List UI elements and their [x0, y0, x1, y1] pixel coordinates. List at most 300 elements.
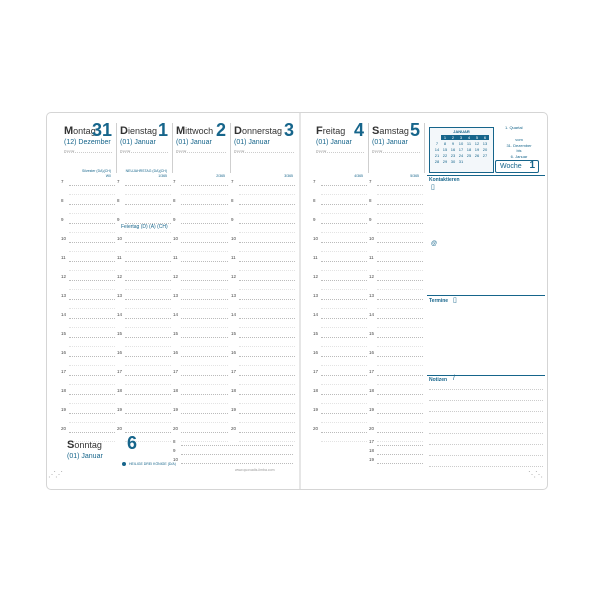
hour-row[interactable] — [61, 255, 117, 264]
hour-row[interactable] — [231, 350, 297, 359]
hour-row[interactable] — [173, 457, 295, 466]
mini-calendar-day[interactable]: 28 — [434, 159, 440, 164]
hour-row[interactable] — [117, 312, 173, 321]
hour-line — [125, 185, 171, 186]
hour-line — [125, 299, 171, 300]
hour-row[interactable] — [313, 293, 369, 302]
hour-line — [377, 375, 423, 376]
priority-label: Prioritär — [120, 149, 131, 153]
mini-calendar-day[interactable]: 24 — [458, 153, 464, 158]
hour-row[interactable] — [61, 426, 117, 435]
hour-line — [181, 261, 228, 262]
note-line — [429, 422, 543, 423]
hour-label: 14 — [369, 312, 375, 317]
hour-label: 11 — [313, 255, 318, 260]
hour-label: 20 — [173, 426, 179, 431]
hour-label: 10 — [231, 236, 237, 241]
day-number: 31 — [91, 120, 112, 140]
appointments-heading: Termine — [429, 298, 449, 304]
hour-row[interactable] — [61, 198, 117, 207]
hour-label: 18 — [369, 388, 375, 393]
hour-row[interactable] — [61, 179, 117, 188]
hour-label: 15 — [313, 331, 319, 336]
hour-label: 18 — [231, 388, 237, 393]
hour-line — [377, 337, 423, 338]
hour-label: 16 — [313, 350, 319, 355]
day-count: 1/365 — [158, 174, 167, 178]
half-hour-line — [69, 327, 115, 328]
mini-calendar-day[interactable]: 2 — [449, 135, 457, 140]
hour-row[interactable] — [173, 350, 230, 359]
hour-row[interactable] — [369, 448, 425, 457]
hour-label: 18 — [117, 388, 123, 393]
hour-line — [69, 432, 115, 433]
day-name: Montag — [64, 125, 96, 137]
mini-calendar-day[interactable]: 18 — [466, 147, 472, 152]
hour-line — [181, 185, 228, 186]
note-line — [429, 411, 543, 412]
half-hour-line — [377, 403, 423, 404]
hour-row[interactable] — [117, 407, 173, 416]
mini-calendar-day[interactable]: 6 — [481, 135, 489, 140]
hour-row[interactable] — [231, 217, 297, 226]
mini-calendar-day[interactable]: 8 — [443, 141, 447, 146]
day-friday[interactable] — [313, 119, 367, 183]
day-count: 2/365 — [216, 174, 225, 178]
hour-row[interactable] — [173, 198, 230, 207]
hour-row[interactable] — [231, 388, 297, 397]
mini-calendar-day[interactable]: 11 — [466, 141, 472, 146]
mini-calendar-day[interactable]: 3 — [457, 135, 465, 140]
mini-calendar-day[interactable]: 25 — [466, 153, 472, 158]
planner-spread — [46, 112, 548, 490]
hour-label: 15 — [173, 331, 179, 336]
hour-row[interactable] — [313, 255, 369, 264]
half-hour-line — [321, 346, 367, 347]
mini-calendar-day — [433, 165, 441, 170]
half-hour-line — [321, 365, 367, 366]
hour-row[interactable] — [231, 369, 297, 378]
day-number: 5 — [409, 120, 420, 140]
hour-row[interactable] — [231, 407, 297, 416]
half-hour-line — [321, 213, 367, 214]
hour-row[interactable] — [173, 293, 230, 302]
mini-calendar-day[interactable]: 10 — [458, 141, 464, 146]
half-hour-line — [377, 327, 423, 328]
hour-row[interactable] — [313, 350, 369, 359]
hour-row[interactable] — [369, 274, 425, 283]
hour-label: 12 — [369, 274, 375, 279]
hour-label: 18 — [313, 388, 319, 393]
mini-calendar-day[interactable]: 31 — [458, 159, 464, 164]
hour-row[interactable] — [117, 388, 173, 397]
half-hour-line — [69, 384, 115, 385]
hour-line — [181, 280, 228, 281]
mini-calendar-day[interactable]: 16 — [450, 147, 456, 152]
half-hour-line — [125, 384, 171, 385]
hour-row[interactable] — [173, 255, 230, 264]
hour-line — [181, 375, 228, 376]
half-hour-line — [69, 346, 115, 347]
half-hour-line — [69, 232, 115, 233]
note-line — [372, 152, 420, 153]
divider — [424, 123, 425, 173]
half-hour-line — [181, 194, 228, 195]
hour-row[interactable] — [61, 407, 117, 416]
hour-line — [321, 337, 367, 338]
hour-row[interactable] — [61, 312, 117, 321]
hour-label: 8 — [313, 198, 316, 203]
hour-row[interactable] — [173, 179, 230, 188]
hour-row[interactable] — [369, 369, 425, 378]
hour-row[interactable] — [61, 274, 117, 283]
hour-row[interactable] — [313, 236, 369, 245]
range-from-label: vom — [515, 137, 523, 142]
hour-row[interactable] — [61, 236, 117, 245]
mini-calendar-day[interactable]: 12 — [474, 141, 480, 146]
day-subtitle: (01) Januar — [120, 139, 156, 146]
hour-row[interactable] — [117, 255, 173, 264]
day-number: 4 — [353, 120, 364, 140]
hour-label: 16 — [61, 350, 67, 355]
hour-row[interactable] — [369, 236, 425, 245]
hour-label: 9 — [173, 448, 176, 453]
hour-label: 14 — [61, 312, 67, 317]
hour-line — [181, 356, 228, 357]
half-hour-line — [321, 251, 367, 252]
hour-label: 11 — [369, 255, 374, 260]
half-hour-line — [239, 270, 295, 271]
holiday-note: HEILIGE DREI KÖNIGE (D/A) — [122, 462, 176, 466]
hour-line — [377, 261, 423, 262]
hour-line — [69, 261, 115, 262]
half-hour-line — [125, 403, 171, 404]
hour-row[interactable] — [313, 388, 369, 397]
half-hour-line — [181, 308, 228, 309]
hour-label: 13 — [173, 293, 179, 298]
hour-row[interactable] — [117, 331, 173, 340]
divider — [427, 375, 545, 376]
half-hour-line — [181, 403, 228, 404]
hour-row[interactable] — [117, 236, 173, 245]
day-number: 2 — [215, 120, 226, 140]
mini-calendar-day[interactable]: 9 — [451, 141, 455, 146]
hour-row[interactable] — [117, 293, 173, 302]
hour-row[interactable] — [369, 255, 425, 264]
half-hour-line — [69, 289, 115, 290]
mini-calendar-day[interactable]: 26 — [474, 153, 480, 158]
hour-row[interactable] — [231, 236, 297, 245]
hour-line — [321, 280, 367, 281]
mini-calendar-day[interactable]: 23 — [450, 153, 456, 158]
notes-area[interactable] — [429, 389, 543, 479]
note-line — [429, 466, 543, 467]
hour-line — [181, 204, 228, 205]
note-line — [120, 152, 168, 153]
hour-label: 7 — [313, 179, 316, 184]
day-name: Freitag — [316, 125, 346, 137]
day-subtitle: (01) Januar — [67, 453, 103, 460]
day-thursday[interactable] — [231, 119, 297, 183]
priority-label: Prioritär — [372, 149, 383, 153]
half-hour-line — [321, 308, 367, 309]
note-line — [234, 152, 294, 153]
hour-label: 19 — [369, 407, 375, 412]
hour-row[interactable] — [313, 312, 369, 321]
holiday-note: Silvester (DA)(CH) — [82, 169, 111, 173]
mini-calendar-day[interactable]: 19 — [474, 147, 480, 152]
day-monday[interactable] — [61, 119, 115, 183]
mini-calendar-day — [465, 159, 473, 164]
hour-row[interactable] — [117, 369, 173, 378]
hour-line — [321, 356, 367, 357]
hour-label: 8 — [231, 198, 234, 203]
half-hour-line — [377, 384, 423, 385]
hours-tuesday — [117, 179, 173, 451]
hour-line — [377, 454, 423, 455]
hour-row[interactable] — [173, 369, 230, 378]
hour-row[interactable] — [369, 457, 425, 466]
half-hour-line — [321, 289, 367, 290]
mini-calendar-day[interactable]: 5 — [473, 135, 481, 140]
hour-row[interactable] — [369, 407, 425, 416]
hour-row[interactable] — [117, 179, 173, 188]
mini-calendar-day[interactable]: 21 — [434, 153, 440, 158]
hour-label: 19 — [173, 407, 179, 412]
day-subtitle: (01) Januar — [316, 139, 352, 146]
hour-label: 11 — [231, 255, 236, 260]
corner-stitch: ⋰⋰ — [48, 470, 62, 479]
right-page — [301, 113, 547, 489]
hour-row[interactable] — [369, 350, 425, 359]
mini-calendar-day[interactable]: 22 — [442, 153, 448, 158]
hour-label: 16 — [117, 350, 123, 355]
half-hour-line — [181, 232, 228, 233]
hour-row[interactable] — [61, 217, 117, 226]
hour-label: 7 — [61, 179, 64, 184]
mini-calendar-day[interactable]: 15 — [442, 147, 448, 152]
hour-line — [377, 432, 423, 433]
half-hour-line — [181, 213, 228, 214]
hour-line — [69, 185, 115, 186]
hour-label: 17 — [231, 369, 237, 374]
hour-row[interactable] — [313, 426, 369, 435]
hour-line — [69, 204, 115, 205]
hour-row[interactable] — [313, 198, 369, 207]
mini-calendar-title: JANUAR — [453, 129, 470, 134]
mini-calendar-day[interactable]: 4 — [465, 135, 473, 140]
mini-calendar-day[interactable]: 17 — [458, 147, 464, 152]
half-hour-line — [125, 213, 171, 214]
hour-label: 9 — [61, 217, 64, 222]
mini-calendar-day[interactable]: 20 — [482, 147, 488, 152]
half-hour-line — [125, 346, 171, 347]
mini-calendar-day[interactable]: 13 — [482, 141, 488, 146]
hour-row[interactable] — [61, 331, 117, 340]
hour-line — [377, 318, 423, 319]
half-hour-line — [321, 403, 367, 404]
day-saturday[interactable] — [369, 119, 423, 183]
hour-line — [377, 413, 423, 414]
hours-saturday — [369, 179, 425, 451]
hour-row[interactable] — [369, 198, 425, 207]
hour-row[interactable] — [313, 217, 369, 226]
note-line — [429, 389, 543, 390]
hour-line — [125, 375, 171, 376]
hour-label: 14 — [231, 312, 237, 317]
day-name: Dienstag — [120, 125, 157, 137]
hour-label: 12 — [117, 274, 123, 279]
hour-row[interactable] — [173, 448, 295, 457]
priority-label: Prioritär — [234, 149, 245, 153]
half-hour-line — [377, 251, 423, 252]
hour-label: 12 — [313, 274, 319, 279]
hour-label: 7 — [173, 179, 176, 184]
day-tuesday[interactable] — [117, 119, 171, 183]
hour-row[interactable] — [313, 179, 369, 188]
half-hour-line — [239, 289, 295, 290]
hour-row[interactable] — [173, 388, 230, 397]
hour-line — [181, 242, 228, 243]
note-line — [429, 400, 543, 401]
hour-row[interactable] — [61, 388, 117, 397]
hour-line — [181, 337, 228, 338]
hour-row[interactable] — [231, 312, 297, 321]
hour-line — [377, 242, 423, 243]
hour-row[interactable] — [369, 426, 425, 435]
hour-line — [181, 223, 228, 224]
left-page — [47, 113, 299, 489]
mini-calendar-day[interactable]: 29 — [442, 159, 448, 164]
hour-row[interactable] — [313, 369, 369, 378]
hour-row[interactable] — [61, 369, 117, 378]
hour-label: 8 — [173, 439, 176, 444]
hour-line — [125, 261, 171, 262]
mini-calendar[interactable] — [429, 127, 494, 173]
pen-icon: / — [453, 375, 455, 382]
hour-row[interactable] — [369, 439, 425, 448]
half-hour-line — [377, 270, 423, 271]
note-line — [429, 444, 543, 445]
hours-thursday — [231, 179, 297, 451]
hour-row[interactable] — [117, 350, 173, 359]
hour-row[interactable] — [117, 198, 173, 207]
day-number: 3 — [283, 120, 294, 140]
hour-line — [239, 356, 295, 357]
mini-calendar-day[interactable]: 1 — [441, 135, 449, 140]
hour-row[interactable] — [231, 274, 297, 283]
hour-row[interactable] — [231, 179, 297, 188]
hour-line — [181, 445, 293, 446]
day-number: 1 — [157, 120, 168, 140]
half-hour-line — [321, 270, 367, 271]
hour-label: 9 — [313, 217, 316, 222]
hour-row[interactable] — [231, 331, 297, 340]
mini-calendar-day[interactable]: 7 — [435, 141, 439, 146]
day-count: 4/365 — [354, 174, 363, 178]
hour-row[interactable] — [173, 274, 230, 283]
hour-row[interactable] — [61, 293, 117, 302]
hour-label: 20 — [369, 426, 375, 431]
hour-line — [69, 394, 115, 395]
hour-row[interactable] — [231, 198, 297, 207]
hour-label: 11 — [61, 255, 66, 260]
saturday-evening-hours — [369, 439, 425, 469]
hour-row[interactable] — [231, 426, 297, 435]
hour-row[interactable] — [117, 426, 173, 435]
hour-row[interactable] — [173, 439, 295, 448]
mini-calendar-day[interactable]: 27 — [482, 153, 488, 158]
note-line — [429, 433, 543, 434]
hour-row[interactable] — [173, 312, 230, 321]
half-hour-line — [377, 289, 423, 290]
hour-line — [125, 356, 171, 357]
half-hour-line — [239, 213, 295, 214]
half-hour-line — [125, 232, 171, 233]
hour-row[interactable] — [313, 407, 369, 416]
mini-calendar-day[interactable]: 14 — [434, 147, 440, 152]
hour-line — [125, 394, 171, 395]
hour-row[interactable] — [231, 255, 297, 264]
hour-label: 20 — [117, 426, 123, 431]
hour-row[interactable] — [369, 179, 425, 188]
day-subtitle: (12) Dezember — [64, 139, 111, 146]
hours-friday — [313, 179, 369, 451]
hour-row[interactable] — [173, 407, 230, 416]
hour-row[interactable] — [61, 350, 117, 359]
hour-row[interactable] — [313, 331, 369, 340]
hour-line — [181, 318, 228, 319]
hour-line — [181, 394, 228, 395]
hour-row[interactable] — [369, 312, 425, 321]
hour-line — [377, 463, 423, 464]
hour-row[interactable] — [173, 236, 230, 245]
hour-row[interactable] — [231, 293, 297, 302]
day-wednesday[interactable] — [173, 119, 229, 183]
half-hour-line — [69, 365, 115, 366]
half-hour-line — [69, 194, 115, 195]
hour-row[interactable] — [173, 217, 230, 226]
week-number: 1 — [529, 160, 535, 171]
hour-row[interactable] — [313, 274, 369, 283]
holiday-note: NEUJAHRSTAG (DA)(CH) — [125, 169, 167, 173]
hour-row[interactable] — [369, 331, 425, 340]
half-hour-line — [239, 251, 295, 252]
half-hour-line — [69, 251, 115, 252]
hour-label: 15 — [231, 331, 237, 336]
hour-row[interactable] — [117, 274, 173, 283]
hour-label: 13 — [369, 293, 375, 298]
half-hour-line — [239, 194, 295, 195]
hour-line — [321, 432, 367, 433]
hour-row[interactable] — [369, 217, 425, 226]
hour-label: 11 — [173, 255, 178, 260]
hour-row[interactable] — [369, 293, 425, 302]
hour-row[interactable] — [369, 388, 425, 397]
half-hour-line — [125, 194, 171, 195]
hour-line — [321, 394, 367, 395]
hour-label: 17 — [369, 369, 375, 374]
hour-row[interactable] — [173, 426, 230, 435]
hour-line — [239, 318, 295, 319]
hour-row[interactable] — [173, 331, 230, 340]
hour-label: 16 — [369, 350, 375, 355]
half-hour-line — [181, 422, 228, 423]
mini-calendar-day[interactable]: 30 — [450, 159, 456, 164]
phone-icon: ▯ — [431, 184, 435, 191]
hour-line — [321, 375, 367, 376]
hours-monday — [61, 179, 117, 451]
